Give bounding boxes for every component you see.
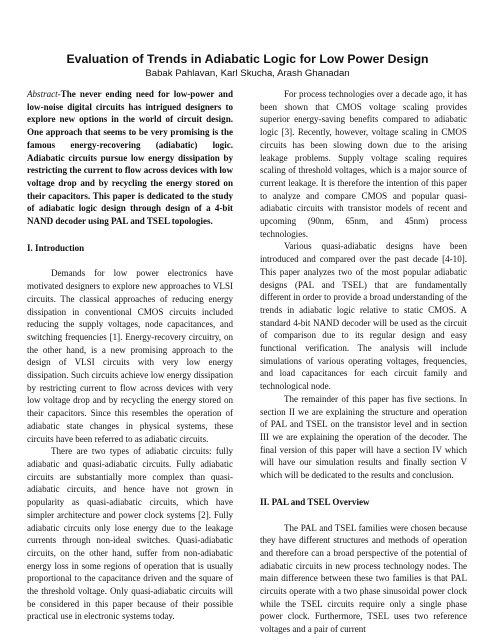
intro-paragraph-3: For process technologies over a decade ago, it has been shown that CMOS voltage scaling provides superior energy-saving benefits compared to adiabatic logic [3]. Recently, however, voltage scaling in CMOS circuits has been slowing down due to the arising leakage problems. Supply voltage scaling requires scaling of threshold voltages, which is a major source of current leakage. It is therefore the intention of this paper to analyze and compare CMOS and popular quasi-adiabatic circuits with transistor models of recent and upcoming (90nm, 65nm, and 45nm) process technologies. (260, 89, 467, 239)
abstract-label: Abstract- (27, 89, 61, 99)
abstract-text: The never ending need for low-power and low-noise digital circuits has intrigued designers to explore new options in the world of circuit design. One approach that seems to be very promising is the famous energy-recovering (adiabatic) logic. Adiabatic circuits pursue low energy dissipation by restricting the current to flow across devices with low voltage drop and by recycling the energy stored on their capacitors. This paper is dedicated to the study of adiabatic logic design through design of a 4-bit NAND decoder using PAL and TSEL topologies. (27, 89, 233, 227)
author-list: Babak Pahlavan, Karl Skucha, Arash Ghanadan (145, 68, 350, 79)
pal-tsel-paragraph-1: The PAL and TSEL families were chosen because they have different structures and methods of operation and therefore can a broad perspective of the potential of adiabatic circuits in new process technology nodes. The main difference between these two families is that PAL circuits operate with a two phase sinusoidal power clock while the TSEL circuits require only a single phase power clock. Furthermore, TSEL uses two reference voltages and a pair of current (260, 522, 467, 635)
section-heading-pal-tsel: II. PAL and TSEL Overview (260, 496, 370, 507)
abstract (27, 88, 233, 228)
intro-paragraph-2: There are two types of adiabatic circuits: fully adiabatic and quasi-adiabatic circuits. Fully adiabatic circuits are substantially more complex than quasi-adiabatic circuits, and hence have not grown in popularity as quasi-adiabatic circuits, which have simpler architecture and power clock systems [2]. Fully adiabatic circuits only lose energy due to the leakage currents through non-ideal switches. Quasi-adiabatic circuits, on the other hand, suffer from non-adiabatic energy loss in some regions of operation that is usually proportional to the capacitance driven and the square of the threshold voltage. Only quasi-adiabatic circuits will be considered in this paper because of their possible practical use in electronic systems today. (27, 446, 233, 622)
right-column (260, 88, 467, 636)
left-column (27, 88, 233, 623)
paper-title: Evaluation of Trends in Adiabatic Logic for Low Power Design (66, 52, 429, 66)
intro-paragraph-5: The remainder of this paper has five sections. In section II we are explaining the structure and operation of PAL and TSEL on the transistor level and in section III we are explaining the operation of the decoder. The final version of this paper will have a section IV which will have our simulation results and finally section V which will be dedicated to the results and conclusion. (260, 393, 467, 481)
intro-paragraph-1: Demands for low power electronics have motivated designers to explore new approaches to VLSI circuits. The classical approaches of reducing energy dissipation in conventional CMOS circuits included reducing the supply voltages, node capacitances, and switching frequencies [1]. Energy-recovery circuitry, on the other hand, is a new promising approach to the design of VLSI circuits with very low energy dissipation. Such circuits achieve low energy dissipation by restricting current to flow across devices with very low voltage drop and by recycling the energy stored on their capacitors. Since this resembles the operation of adiabatic state changes in physical systems, these circuits have been referred to as adiabatic circuits. (27, 268, 233, 444)
intro-paragraph-4: Various quasi-adiabatic designs have been introduced and compared over the past decade [4-10]. This paper analyzes two of the most popular adiabatic designs (PAL and TSEL) that are fundamentally different in order to provide a broad understanding of the trends in adiabatic logic relative to static CMOS. A standard 4-bit NAND decoder will be used as the circuit of comparison due to its regular design and easy functional verification. The analysis will include simulations of various operating voltages, frequencies, and load capacitances for each circuit family and technological node. (260, 241, 467, 392)
section-heading-introduction: I. Introduction (27, 242, 85, 253)
